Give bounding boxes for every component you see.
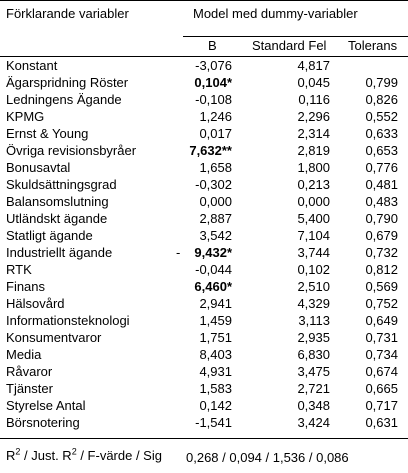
table-row bbox=[0, 295, 408, 312]
table-row bbox=[0, 227, 408, 244]
coefficient-b: -0,302 bbox=[195, 177, 232, 192]
table-row bbox=[0, 329, 408, 346]
tolerance: 0,483 bbox=[365, 194, 398, 209]
table-row bbox=[0, 108, 408, 125]
header-variables: Förklarande variabler bbox=[6, 6, 129, 21]
coefficient-b: 1,658 bbox=[199, 160, 232, 175]
standard-error: 7,104 bbox=[297, 228, 330, 243]
coefficient-b: 1,751 bbox=[199, 330, 232, 345]
tolerance: 0,776 bbox=[365, 160, 398, 175]
table-body bbox=[0, 57, 408, 431]
bottom-rule bbox=[0, 438, 408, 439]
coefficient-b: 2,887 bbox=[199, 211, 232, 226]
coefficient-b: 8,403 bbox=[199, 347, 232, 362]
tolerance: 0,752 bbox=[365, 296, 398, 311]
coefficient-b: 0,142 bbox=[199, 398, 232, 413]
tolerance: 0,481 bbox=[365, 177, 398, 192]
table-row bbox=[0, 159, 408, 176]
top-rule bbox=[0, 0, 408, 1]
tolerance: 0,665 bbox=[365, 381, 398, 396]
table-row bbox=[0, 312, 408, 329]
standard-error: 0,102 bbox=[297, 262, 330, 277]
table-row bbox=[0, 74, 408, 91]
col-header-se: Standard Fel bbox=[252, 38, 327, 53]
table-row bbox=[0, 125, 408, 142]
variable-name: Finans bbox=[6, 279, 46, 294]
variable-name: Konsumentvaror bbox=[6, 330, 102, 345]
table-row bbox=[0, 57, 408, 74]
standard-error: 0,116 bbox=[298, 92, 330, 107]
tolerance: 0,790 bbox=[365, 211, 398, 226]
coefficient-b: 1,246 bbox=[199, 109, 232, 124]
standard-error: 2,819 bbox=[297, 143, 330, 158]
coefficient-b: -3,076 bbox=[195, 58, 232, 73]
variable-name: Tjänster bbox=[6, 381, 53, 396]
tolerance: 0,731 bbox=[365, 330, 398, 345]
variable-name: Övriga revisionsbyråer bbox=[6, 143, 137, 158]
coefficient-b: 4,931 bbox=[199, 364, 232, 379]
standard-error: 3,475 bbox=[297, 364, 330, 379]
variable-name: Utländskt ägande bbox=[6, 211, 108, 226]
standard-error: 2,510 bbox=[297, 279, 330, 294]
coefficient-b: 6,460* bbox=[194, 279, 232, 294]
standard-error: 6,830 bbox=[297, 347, 330, 362]
summary-mid: / Just. R bbox=[20, 448, 72, 463]
tolerance: 0,552 bbox=[365, 109, 398, 124]
coefficient-b: 0,000 bbox=[199, 194, 232, 209]
variable-name: RTK bbox=[6, 262, 32, 277]
summary-r: R bbox=[6, 448, 16, 463]
coefficient-b: 3,542 bbox=[199, 228, 232, 243]
variable-name: Hälsovård bbox=[6, 296, 65, 311]
coefficient-b: 1,459 bbox=[199, 313, 232, 328]
standard-error: 2,314 bbox=[297, 126, 330, 141]
tolerance: 0,812 bbox=[365, 262, 398, 277]
tolerance: 0,734 bbox=[365, 347, 398, 362]
coefficient-b: -1,541 bbox=[195, 415, 232, 430]
table-row bbox=[0, 397, 408, 414]
standard-error: 3,113 bbox=[298, 313, 330, 328]
table-row bbox=[0, 261, 408, 278]
table-row bbox=[0, 414, 408, 431]
variable-name: Industriellt ägande bbox=[6, 245, 113, 260]
variable-name: Ägarspridning Röster bbox=[6, 75, 129, 90]
summary-values: 0,268 / 0,094 / 1,536 / 0,086 bbox=[186, 450, 349, 465]
variable-name: Börsnotering bbox=[6, 415, 80, 430]
table-row bbox=[0, 244, 408, 261]
standard-error: 5,400 bbox=[297, 211, 330, 226]
summary-label bbox=[6, 448, 162, 463]
coefficient-b: 1,583 bbox=[199, 381, 232, 396]
variable-name: Ledningens Ägande bbox=[6, 92, 122, 107]
summary-sup-1: 2 bbox=[15, 446, 21, 457]
coefficient-b: 0,104* bbox=[194, 75, 232, 90]
tolerance: 0,674 bbox=[365, 364, 398, 379]
model-underline bbox=[183, 36, 408, 37]
table-row bbox=[0, 380, 408, 397]
summary-tail: / F-värde / Sig bbox=[76, 448, 162, 463]
variable-name: Balansomslutning bbox=[6, 194, 109, 209]
tolerance: 0,717 bbox=[365, 398, 398, 413]
summary-sup-2: 2 bbox=[71, 446, 77, 457]
standard-error: 0,000 bbox=[297, 194, 330, 209]
coefficient-b: 0,017 bbox=[199, 126, 232, 141]
table-row bbox=[0, 210, 408, 227]
tolerance: 0,633 bbox=[365, 126, 398, 141]
table-row bbox=[0, 363, 408, 380]
standard-error: 4,817 bbox=[297, 58, 330, 73]
standard-error: 1,800 bbox=[297, 160, 330, 175]
standard-error: 4,329 bbox=[297, 296, 330, 311]
variable-name: Informationsteknologi bbox=[6, 313, 130, 328]
col-header-b: B bbox=[208, 38, 217, 53]
tolerance: 0,799 bbox=[365, 75, 398, 90]
table-row bbox=[0, 278, 408, 295]
standard-error: 3,744 bbox=[297, 245, 330, 260]
variable-name: Bonusavtal bbox=[6, 160, 71, 175]
table-row bbox=[0, 346, 408, 363]
coefficient-b: 9,432* bbox=[194, 245, 232, 260]
standard-error: 0,045 bbox=[297, 75, 330, 90]
tolerance: 0,649 bbox=[365, 313, 398, 328]
tolerance: 0,732 bbox=[365, 245, 398, 260]
standard-error: 2,721 bbox=[297, 381, 330, 396]
table-row bbox=[0, 193, 408, 210]
standard-error: 0,348 bbox=[297, 398, 330, 413]
variable-name: Ernst & Young bbox=[6, 126, 89, 141]
tolerance: 0,826 bbox=[365, 92, 398, 107]
tolerance: 0,679 bbox=[365, 228, 398, 243]
variable-name: Styrelse Antal bbox=[6, 398, 86, 413]
coefficient-b: -0,108 bbox=[195, 92, 232, 107]
tolerance: 0,653 bbox=[365, 143, 398, 158]
tolerance: 0,631 bbox=[365, 415, 398, 430]
col-header-tol: Tolerans bbox=[348, 38, 398, 53]
variable-name: Skuldsättningsgrad bbox=[6, 177, 117, 192]
variable-name: Statligt ägande bbox=[6, 228, 93, 243]
coefficient-b: 7,632** bbox=[189, 143, 232, 158]
variable-name: Råvaror bbox=[6, 364, 53, 379]
variable-name: Konstant bbox=[6, 58, 58, 73]
standard-error: 3,424 bbox=[297, 415, 330, 430]
table-row bbox=[0, 91, 408, 108]
table-row bbox=[0, 176, 408, 193]
standard-error: 2,296 bbox=[297, 109, 330, 124]
b-sign-prefix: - bbox=[176, 245, 181, 260]
standard-error: 2,935 bbox=[297, 330, 330, 345]
header-model: Model med dummy-variabler bbox=[193, 6, 358, 21]
variable-name: Media bbox=[6, 347, 42, 362]
variable-name: KPMG bbox=[6, 109, 45, 124]
tolerance: 0,569 bbox=[365, 279, 398, 294]
standard-error: 0,213 bbox=[297, 177, 330, 192]
coefficient-b: 2,941 bbox=[199, 296, 232, 311]
coefficient-b: -0,044 bbox=[195, 262, 232, 277]
table-row bbox=[0, 142, 408, 159]
